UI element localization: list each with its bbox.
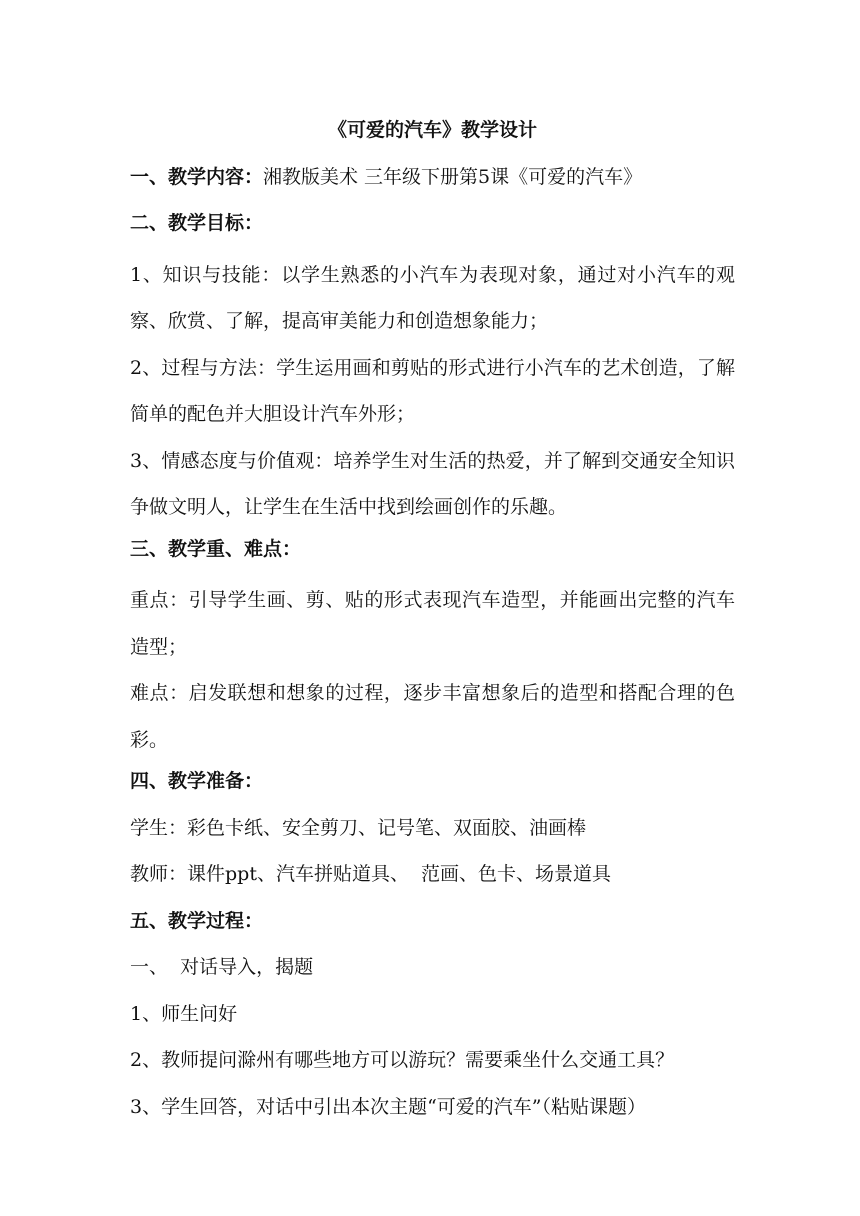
goal-item-1: 1、知识与技能：以学生熟悉的小汽车为表现对象，通过对小汽车的观察、欣赏、了解，提高审美能力和创造想象能力； bbox=[130, 263, 735, 332]
section-heading-content bbox=[130, 159, 735, 206]
preparation-item-teacher: 教师：课件ppt、汽车拼贴道具、 范画、色卡、场景道具 bbox=[130, 863, 612, 885]
section-heading-content-label: 一、教学内容： bbox=[130, 165, 264, 188]
key-point-item-1: 重点：引导学生画、剪、贴的形式表现汽车造型，并能画出完整的汽车造型； bbox=[130, 589, 735, 658]
section-heading-goals: 二、教学目标： bbox=[130, 212, 264, 234]
section-heading-key-points: 三、教学重、难点： bbox=[130, 537, 302, 560]
preparation-item-students: 学生：彩色卡纸、安全剪刀、记号笔、双面胶、油画棒 bbox=[130, 816, 587, 839]
key-point-item-2: 难点：启发联想和想象的过程，逐步丰富想象后的造型和搭配合理的色彩。 bbox=[130, 682, 735, 751]
process-item-2: 2、教师提问滁州有哪些地方可以游玩？需要乘坐什么交通工具？ bbox=[130, 1049, 675, 1071]
document-body bbox=[130, 112, 735, 1135]
document-title: 《可爱的汽车》教学设计 bbox=[327, 119, 537, 141]
goal-item-3: 3、情感态度与价值观：培养学生对生活的热爱，并了解到交通安全知识争做文明人，让学生在生活中找到绘画创作的乐趣。 bbox=[130, 449, 735, 518]
section-heading-process: 五、教学过程： bbox=[130, 909, 264, 932]
process-item-1: 1、师生问好 bbox=[130, 1002, 238, 1025]
process-item-3: 3、学生回答，对话中引出本次主题“可爱的汽车”（粘贴课题） bbox=[130, 1095, 647, 1118]
process-subheading: 一、 对话导入，揭题 bbox=[130, 956, 314, 978]
goal-item-2: 2、过程与方法：学生运用画和剪贴的形式进行小汽车的艺术创造，了解简单的配色并大胆设计汽车外形； bbox=[130, 356, 735, 425]
section-heading-preparation: 四、教学准备： bbox=[130, 770, 264, 792]
section-content-text: 湘教版美术 三年级下册第5课《可爱的汽车》 bbox=[263, 165, 643, 188]
